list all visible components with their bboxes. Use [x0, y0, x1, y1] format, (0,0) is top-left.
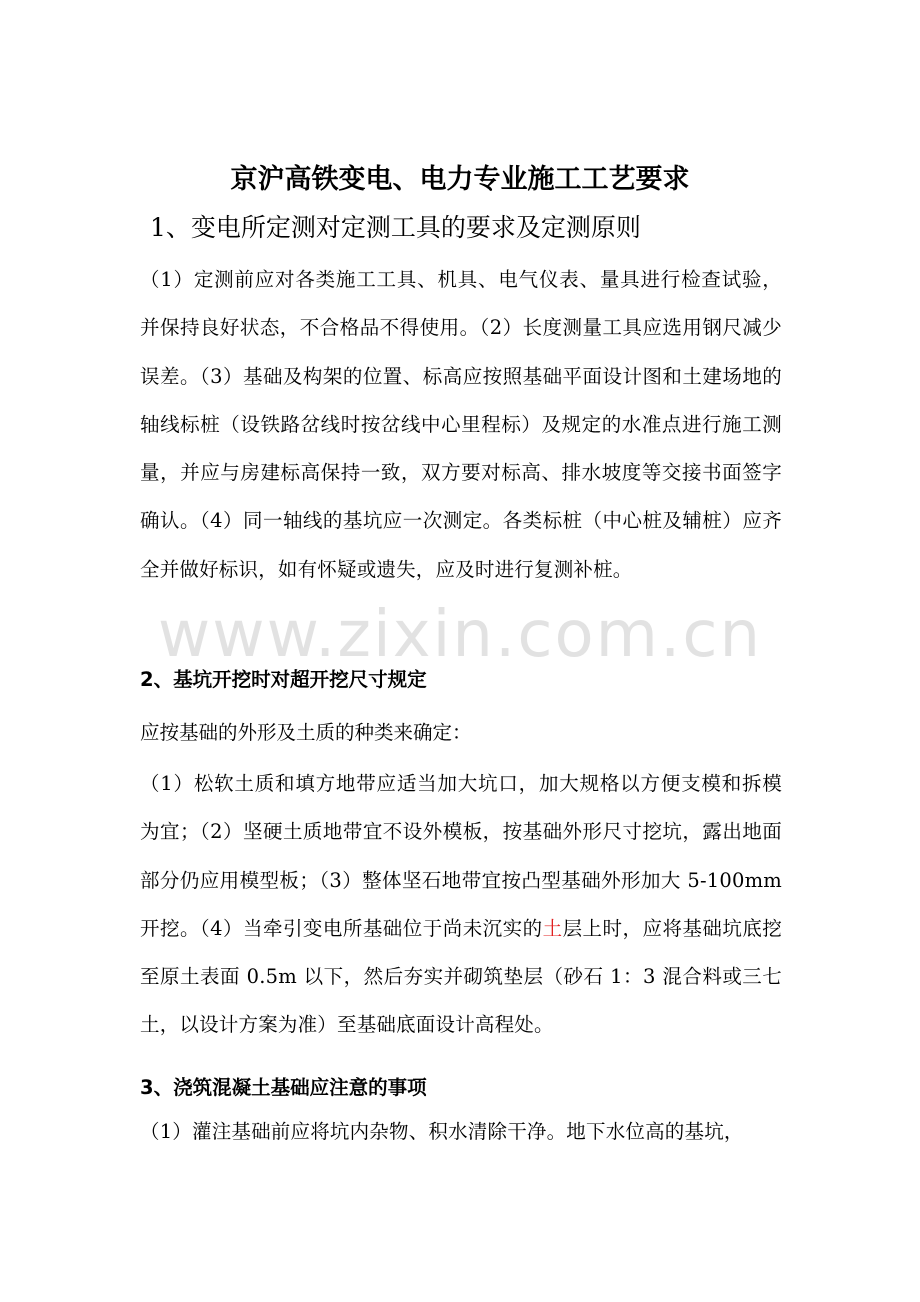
section2-body-part2: 层上时，应将基础坑底挖至原土表面 0.5m 以下，然后夯实并砌筑垫层（砂石 1：3 混合料或三七土，以设计方案为准）至基础底面设计高程处。	[140, 916, 783, 1037]
section2-body	[140, 760, 782, 1050]
section3-body: （1）灌注基础前应将坑内杂物、积水清除干净。地下水位高的基坑，	[140, 1120, 744, 1143]
section2-heading: 2、基坑开挖时对超开挖尺寸规定	[140, 668, 427, 691]
section2-body-highlight: 土	[542, 916, 563, 940]
section1-heading: 1、变电所定测对定测工具的要求及定测原则	[150, 213, 641, 242]
document-title: 京沪高铁变电、电力专业施工工艺要求	[230, 164, 690, 195]
section2-intro: 应按基础的外形及土质的种类来确定：	[140, 721, 472, 744]
section2-body-part1: （1）松软土质和填方地带应适当加大坑口，加大规格以方便支模和拆模为宜；（2）坚硬土质地带宜不设外模板，按基础外形尺寸挖坑，露出地面部分仍应用模型板；（3）整体坚石地带宜按凸型基础外形加大 5-100mm 开挖。（4）当牵引变电所基础位于尚未沉实的	[140, 772, 782, 940]
watermark: www.zixin.com.cn	[157, 598, 763, 672]
section1-body: （1）定测前应对各类施工工具、机具、电气仪表、量具进行检查试验，并保持良好状态，不合格品不得使用。（2）长度测量工具应选用钢尺减少误差。（3）基础及构架的位置、标高应按照基础平面设计图和土建场地的轴线标桩（设铁路岔线时按岔线中心里程标）及规定的水准点进行施工测量，并应与房建标高保持一致，双方要对标高、排水坡度等交接书面签字确认。（4）同一轴线的基坑应一次测定。各类标桩（中心桩及辅桩）应齐全并做好标识，如有怀疑或遗失，应及时进行复测补桩。	[140, 268, 782, 581]
section3-heading: 3、浇筑混凝土基础应注意的事项	[140, 1076, 427, 1099]
